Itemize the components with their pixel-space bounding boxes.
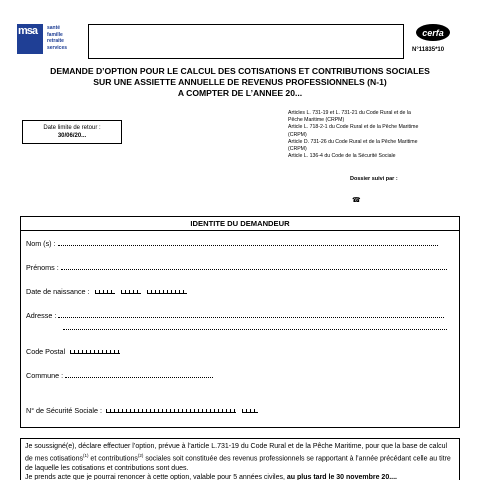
nom-label: Nom (s) : [26, 239, 56, 248]
deadline-label: Date limite de retour : [43, 125, 101, 131]
naissance-label: Date de naissance : [26, 287, 90, 296]
commune-input[interactable] [65, 371, 213, 378]
declaration-text: et contributions [88, 455, 138, 463]
logo-word: retraite [47, 38, 64, 44]
declaration-paragraph-2 [25, 473, 455, 480]
footnote-ref: (1) [82, 453, 89, 459]
birth-year-boxes[interactable] [147, 288, 187, 294]
article-line: (CRPM) [288, 146, 307, 153]
code-postal-boxes[interactable] [70, 348, 120, 354]
declaration-section [20, 438, 460, 480]
adresse-input-line1[interactable] [58, 311, 444, 318]
deadline-box [22, 120, 122, 144]
article-line: Articles L. 731-19 et L. 731-21 du Code Rural et de la [288, 110, 411, 116]
declaration-text: Je soussigné(e), déclare effectuer l’option, prévue à l’article L.731-19 du Code Rural et de la Pêche Maritime, pour que la base de calcul de mes cotisations [25, 443, 448, 463]
article-line: Pêche Maritime (CRPM) [288, 117, 345, 124]
msa-logo-letters: msa [18, 25, 38, 37]
title-line: SUR UNE ASSIETTE ANNUELLE DE REVENUS PROFESSIONNELS (N-1) [93, 77, 387, 87]
nom-input[interactable] [58, 239, 438, 246]
logo-word: santé [47, 25, 61, 31]
adresse-line2[interactable] [63, 323, 447, 332]
birth-month-boxes[interactable] [121, 288, 141, 294]
title-line: A COMPTER DE L’ANNEE 20... [177, 88, 303, 98]
identity-title: IDENTITE DU DEMANDEUR [21, 217, 459, 231]
nom-field[interactable] [26, 239, 438, 248]
identity-section [20, 216, 460, 428]
declaration-deadline: au plus tard le 30 novembre 20.... [286, 473, 397, 480]
deadline-date: 30/06/20... [57, 133, 87, 139]
header-frame [88, 24, 404, 59]
naissance-field[interactable] [26, 287, 187, 296]
msa-logo-words [47, 25, 67, 51]
article-line: (CRPM) [288, 131, 307, 138]
declaration-paragraph-1 [25, 442, 455, 473]
dossier-label: Dossier suivi par : [350, 176, 398, 182]
secu-number-boxes[interactable] [106, 407, 236, 413]
prenoms-label: Prénoms : [26, 263, 59, 272]
declaration-text: Je prends acte que je pourrai renoncer à cette option, valable pour 5 années civiles, [25, 473, 287, 480]
logo-word: services [47, 44, 68, 51]
form-title [20, 66, 460, 99]
cerfa-number: N°11835*10 [412, 47, 445, 53]
secu-key-boxes[interactable] [242, 407, 258, 413]
adresse-field[interactable] [26, 311, 444, 320]
prenoms-field[interactable] [26, 263, 447, 272]
footnote-ref: (2) [137, 453, 144, 459]
title-line: DEMANDE D’OPTION POUR LE CALCUL DES COTISATIONS ET CONTRIBUTIONS SOCIALES [50, 66, 430, 76]
birth-day-boxes[interactable] [95, 288, 115, 294]
code-postal-label: Code Postal [26, 347, 66, 356]
adresse-label: Adresse : [26, 311, 57, 320]
legal-articles [288, 110, 468, 160]
commune-field[interactable] [26, 371, 213, 380]
article-line: Article L. 136-4 du Code de la Sécurité Sociale [288, 153, 396, 160]
secu-field[interactable] [26, 406, 258, 415]
cerfa-logo: cerfa [416, 24, 450, 41]
prenoms-input[interactable] [61, 263, 447, 270]
logo-word: famille [47, 31, 63, 38]
adresse-input-line2[interactable] [63, 323, 447, 330]
article-line: Article L. 718-2-1 du Code Rural et de la Pêche Maritime [288, 124, 419, 131]
msa-logo-mark [17, 24, 43, 54]
phone-icon: ☎ [352, 196, 361, 204]
declaration-text: sociales soit constituée des revenus professionnels se rapportant à l’année précédant celle au titre de laquelle les cotisations et contributions sont dues. [25, 455, 451, 472]
article-line: Article D. 731-26 du Code Rural et de la Pêche Maritime [288, 138, 418, 145]
code-postal-field[interactable] [26, 347, 120, 356]
commune-label: Commune : [26, 371, 64, 380]
msa-logo [17, 24, 75, 58]
secu-label: N° de Sécurité Sociale : [26, 406, 102, 415]
